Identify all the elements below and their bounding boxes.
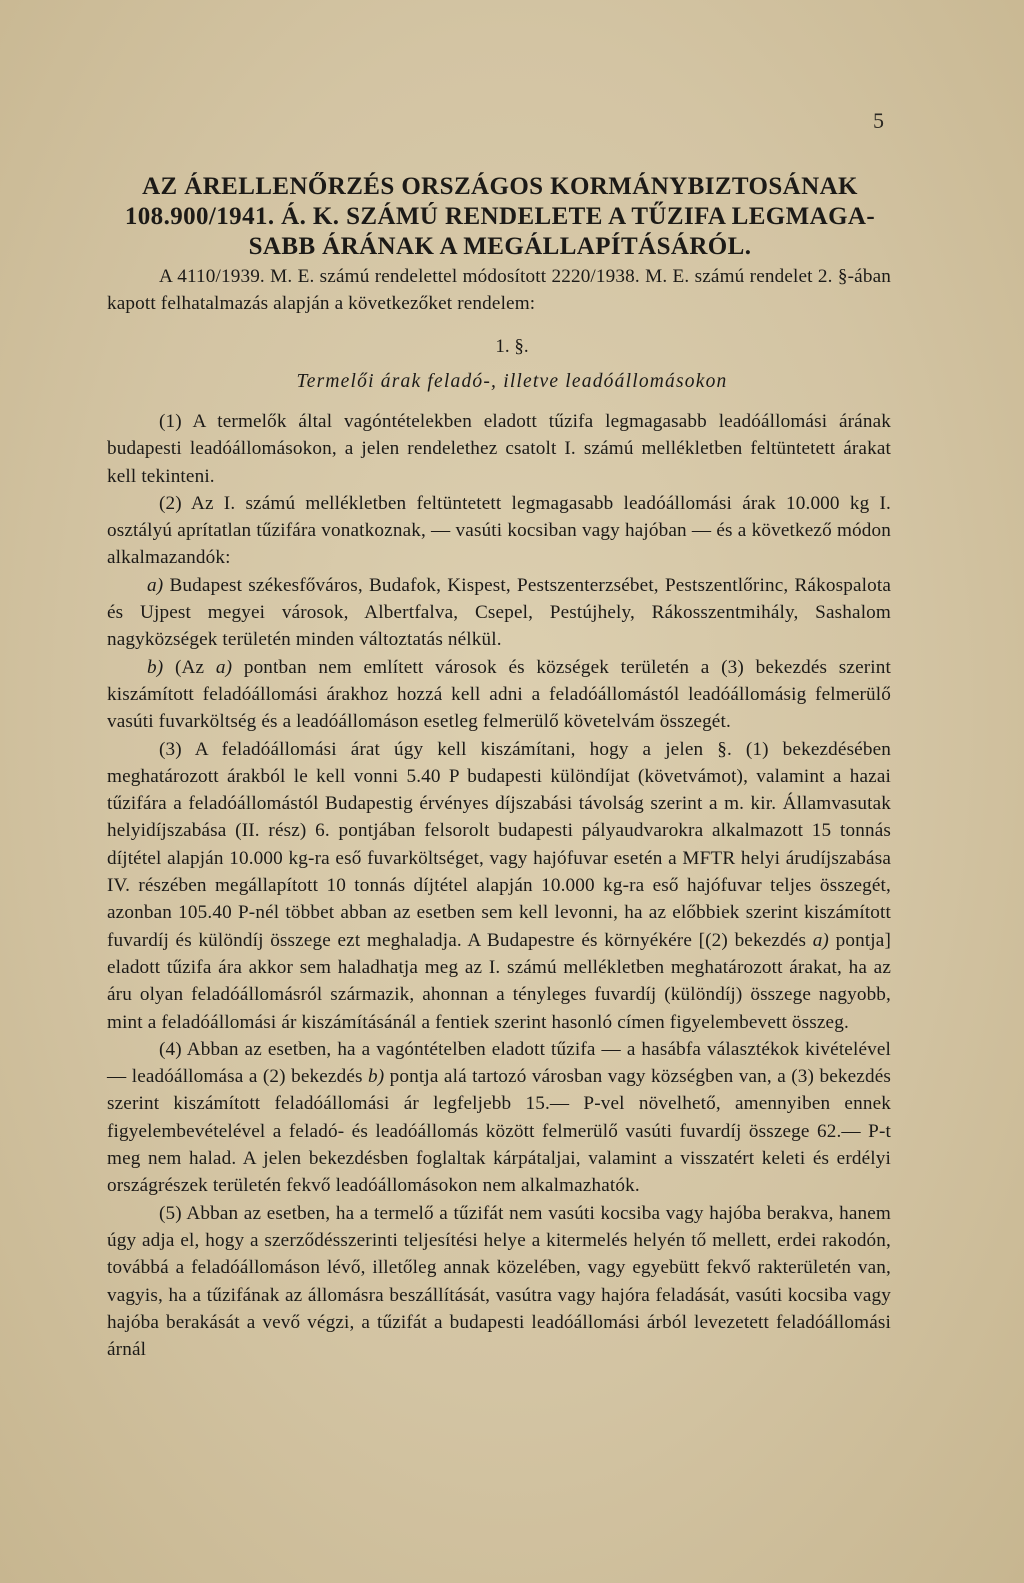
point-b-ref: a) xyxy=(215,656,233,678)
paragraph-4-start: (4) Abban az esetben, ha a vagóntételben eladott tűzifa — a hasábfa választékok kivételével — leadóállomása a (2) bekezdés xyxy=(107,1038,891,1088)
intro-text: A 4110/1939. M. E. számú rendelettel módosított 2220/1938. M. E. számú rendelet 2. §-ában kapott felhatalmazás alapján a következőket rendelem: xyxy=(107,266,891,315)
paragraph-3 xyxy=(107,736,891,1036)
paragraph-2a xyxy=(107,572,891,654)
section-mark: 1. §. xyxy=(495,336,529,357)
paragraph-4-end: pontja alá tartozó városban vagy községben van, a (3) bekezdés szerint kiszámított feladóállomási ár legfeljebb 15.— P-vel növelhető, amennyiben ennek figyelembevételével a feladó- és leadóállomás között felmerülő vasúti fuvardíj összege 62.— P-t meg nem halad. A jelen bekezdésben foglaltak kárpátaljai, valamint a visszatért keleti és erdélyi országrészek területén fekvő leadóállomásokon nem alkalmazhatók. xyxy=(107,1066,891,1197)
document-title xyxy=(100,172,900,262)
title-line-1: AZ ÁRELLENŐRZÉS ORSZÁGOS KORMÁNYBIZTOSÁNAK xyxy=(142,173,858,200)
point-b-text-2: pontban nem említett városok és községek területén a (3) bekezdés szerint kiszámított feladóállomási árakhoz hozzá kell adni a feladóállomástól leadóállomásig felmerülő vasúti fuvarköltség és a leadóállomáson esetleg felmerülő követelvám összegét. xyxy=(107,656,892,733)
point-a-label: a) xyxy=(147,574,164,596)
point-a-text: Budapest székesfőváros, Budafok, Kispest, Pestszenterzsébet, Pestszentlőrinc, Rákospalota és Ujpest megyei városok, Albertfalva, Csepel, Pestújhely, Rákosszentmihály, Sashalom nagyközségek területén minden változtatás nélkül. xyxy=(107,574,891,651)
intro-paragraph xyxy=(107,263,891,318)
paragraph-5: (5) Abban az esetben, ha a termelő a tűzifát nem vasúti kocsiba vagy hajóba berakva, hanem úgy adja el, hogy a szerződésszerinti teljesítési helye a kitermelés helyén tő mellett, erdei rakodón, továbbá a feladóállomáson lévő, illetőleg annak közelében, vagy egyebütt fekvő rakterületén van, vagyis, ha a tűzifának az állomásra beszállítását, vasútra vagy hajóra feladását, vasúti kocsiba vagy hajóba berakását a vevő végzi, a tűzifát a budapesti leadóállomási árból levezetett feladóállomási árnál xyxy=(107,1202,891,1361)
paragraph-3-text: (3) A feladóállomási árat úgy kell kiszámítani, hogy a jelen §. (1) bekezdésében meghatározott árakból le kell vonni 5.40 P budapesti különdíjat (követvámot), valamint a hazai tűzifára a feladóállomástól Budapestig érvényes díjszabási távolság szerint a m. kir. Államvasutak helyidíjszabása (II. rész) 6. pontjában felsorolt budapesti pályaudvarokra alkalmazott 15 tonnás díjtétel alapján 10.000 kg-ra eső fuvarköltséget, vagy hajófuvar esetén a MFTR helyi árudíjszabása IV. részében megállapított 10 tonnás díjtétel alapján 10.000 kg-ra eső hajófuvar teljes összegét, azonban 105.40 P-nél többet abban az esetben sem kell levonni, ha az előbbiek szerint kiszámított fuvardíj és különdíj összege ezt meghaladja. A Budapestre és környékére [(2) bekezdés xyxy=(107,738,891,951)
paragraph-2: (2) Az I. számú mellékletben feltüntetett legmagasabb leadóállomási árak 10.000 kg I. osztályú aprítatlan tűzifára vonatkoznak, — vasúti kocsiban vagy hajóban — és a következő módon alkalmazandók: xyxy=(107,492,891,569)
paragraph-4 xyxy=(107,1036,891,1200)
point-b-text-1: (Az xyxy=(163,656,216,678)
paragraph-4-ref: b) xyxy=(368,1066,385,1088)
page-number: 5 xyxy=(873,108,884,133)
paragraph-1: (1) A termelők által vagóntételekben eladott tűzifa legmagasabb leadóállomási árának budapesti leadóállomásokon, a jelen rendelethez csatolt I. számú mellékletben feltüntetett árakat kell tekinteni. xyxy=(107,411,891,487)
title-line-2: 108.900/1941. Á. K. SZÁMÚ RENDELETE A TŰZIFA LEGMAGA- xyxy=(124,203,876,230)
paragraph-3-ref: a) xyxy=(812,929,829,951)
paragraph-3-end: pontja] eladott tűzifa ára akkor sem haladhatja meg az I. számú mellékletben meghatározott árakat, ha az áru olyan feladóállomásról származik, ahonnan a tényleges fuvardíj (különdíj) összege nagyobb, mint a feladóállomási ár kiszámításánál a fentiek szerint hasonló címen figyelembevett összeg. xyxy=(107,929,891,1033)
title-line-3: SABB ÁRÁNAK A MEGÁLLAPÍTÁSÁRÓL. xyxy=(248,233,752,260)
body-text xyxy=(107,408,891,1363)
section-heading: Termelői árak feladó-, illetve leadóállomásokon xyxy=(296,371,728,392)
paragraph-2b xyxy=(107,654,891,736)
point-b-label: b) xyxy=(147,656,164,678)
